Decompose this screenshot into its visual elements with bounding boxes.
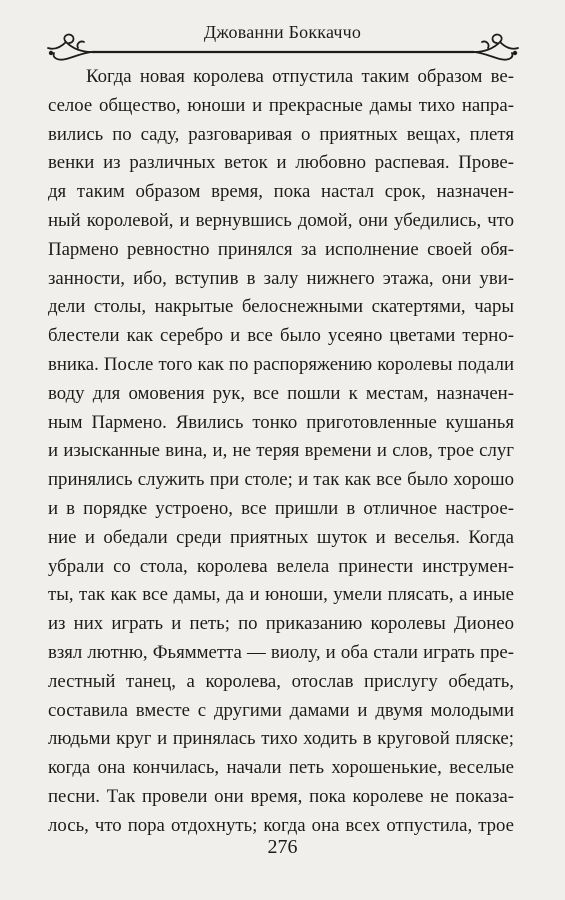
- text-line: лось, что пора отдохнуть; когда она всех отпустила, трое: [48, 814, 514, 836]
- body-paragraph: [48, 63, 514, 841]
- text-line: ты, так как все дамы, да и юноши, умели плясать, а иные: [48, 584, 514, 606]
- text-line: ным Пармено. Явились тонко приготовленные кушанья: [48, 411, 514, 433]
- running-title: Джованни Боккаччо: [203, 22, 362, 42]
- text-line: людьми круг и принялась тихо ходить в круговой пляске;: [48, 728, 514, 750]
- text-line: песни. Так провели они время, пока королеве не показа-: [48, 785, 514, 807]
- text-line: дели столы, накрытые белоснежными скатертями, чары: [48, 296, 514, 318]
- text-line: дя таким образом время, пока настал срок, назначен-: [48, 181, 514, 203]
- text-line: селое общество, юноши и прекрасные дамы тихо напра-: [48, 94, 514, 116]
- text-line: занности, ибо, вступив в залу нижнего этажа, они уви-: [48, 267, 514, 289]
- text-line: принялись служить при столе; и так как все было хорошо: [48, 469, 514, 491]
- running-header: [0, 18, 565, 62]
- text-line: вились по саду, разговаривая о приятных вещах, плетя: [48, 123, 514, 145]
- text-line: ный королевой, и вернувшись домой, они убедились, что: [48, 209, 514, 231]
- text-line: венки из различных веток и любовно распевая. Прове-: [48, 152, 514, 174]
- text-line: блестели как серебро и все было усеяно цветами терно-: [48, 325, 514, 347]
- text-line: ние и обедали среди приятных шуток и веселья. Когда: [48, 526, 514, 548]
- text-line: убрали со стола, королева велела принести инструмен-: [48, 555, 514, 577]
- text-line: вника. После того как по распоряжению королевы подали: [48, 353, 514, 375]
- text-line: когда она кончилась, начали петь хорошенькие, веселые: [48, 757, 514, 779]
- page-number: 276: [267, 836, 298, 858]
- text-line: воду для омовения рук, все пошли к местам, назначен-: [48, 382, 514, 404]
- text-line: и изысканные вина, и, не теряя времени и слов, трое слуг: [48, 440, 514, 462]
- text-line: из них играть и петь; по приказанию королевы Дионео: [48, 613, 514, 635]
- text-line: и в порядке устроено, все пришли в отличное настрое-: [48, 497, 514, 519]
- text-line: взял лютню, Фьямметта — виолу, и оба стали играть пре-: [48, 641, 514, 663]
- text-line: Пармено ревностно принялся за исполнение своей обя-: [48, 238, 514, 260]
- text-line: составила вместе с другими дамами и двумя молодыми: [48, 699, 514, 721]
- text-line: Когда новая королева отпустила таким образом ве-: [86, 66, 514, 87]
- text-line: лестный танец, а королева, отослав прислугу обедать,: [48, 670, 514, 692]
